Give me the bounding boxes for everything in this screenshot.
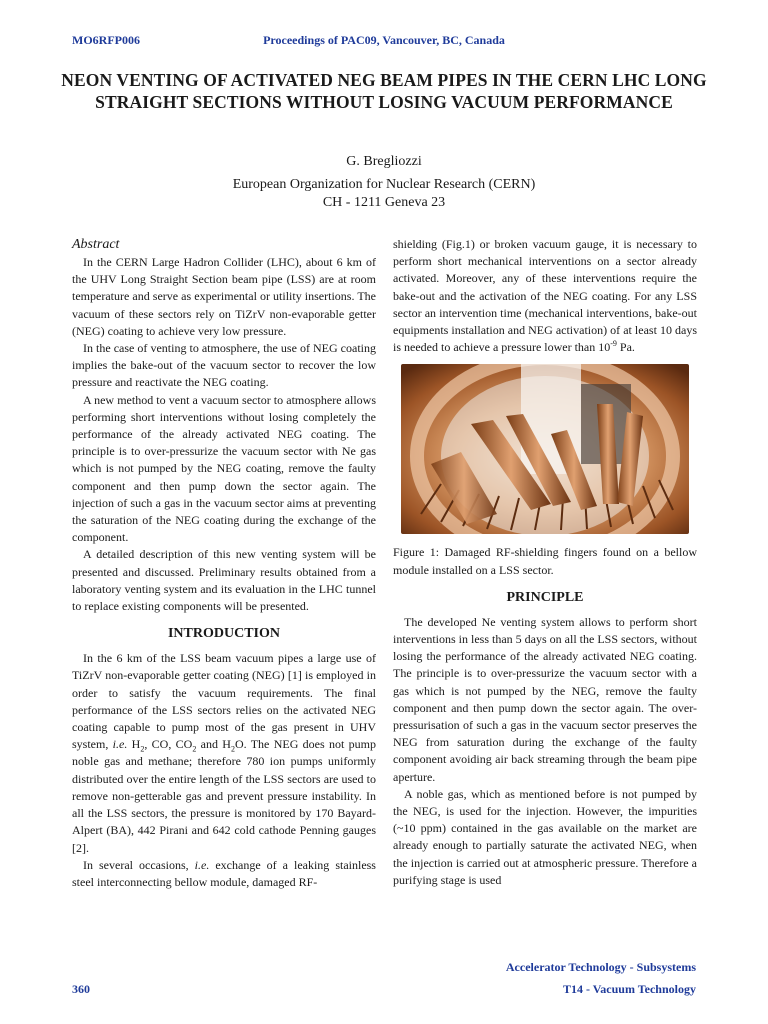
affiliation-org: European Organization for Nuclear Research (CERN): [232, 177, 536, 192]
figure-caption: Figure 1: Damaged RF-shielding fingers found on a bellow module installed on a LSS sector.: [393, 545, 697, 577]
right-column: [393, 236, 697, 889]
abstract-paragraph: A new method to vent a vacuum sector to atmosphere allows performing short interventions without losing completely the performance of the already activated NEG coating. The principle is to over-pressurize the vacuum sector with Ne gas which is not pumped by the NEG coating, remove the faulty component and then pump down the sector again. The injection of such a gas in the vacuum sector aims at preventing the saturation of the NEG coating during the exchange of the component.: [72, 392, 376, 545]
abstract-paragraph: A detailed description of this new venting system will be presented and discussed. Preliminary results obtained from a laboratory venting system and its evaluation in the LHC tunnel to replace existing components will be presented.: [72, 547, 376, 614]
continued-paragraph: shielding (Fig.1) or broken vacuum gauge, it is necessary to perform short mechanical interventions on a sector already activated. Moreover, any of these interventions require the bake-out and the activation of the NEG coating. For any LSS sector an intervention time (mechanical interventions, bake-out equipments installation and NEG activation) of at least 10 days is needed to achieve a pressure lower than $10^{-9}$ Pa.: [393, 237, 697, 355]
rf-fingers-illustration: [401, 364, 689, 534]
principle-paragraph: A noble gas, which as mentioned before is not pumped by the NEG, is used for the injection. However, the impurities (~10 ppm) contained in the gas available on the market are already enough to partially saturate the activated NEG, when the injection is carried out at atmospheric pressure. Therefore a purifying stage is used: [393, 786, 697, 887]
introduction-paragraph: In the 6 km of the LSS beam vacuum pipes a large use of TiZrV non-evaporable getter coating (NEG) [1] is employed in order to satisfy the vacuum requirements. The final performance of the LSS sectors relies on the activated NEG coating capable to pump most of the gas present in UHV system, i.e. $H_2$, CO, $CO_2$ and $H_2O$. The NEG does not pump noble gas and methane; therefore 780 ion pumps uniformly distributed over the entire length of the LSS sectors are used to remove non-getterable gas and prevent pressure instability. In all the LSS sectors, the pressure is monitored by 170 Bayard-Alpert (BA), 442 Pirani and 642 cold cathode Penning gauges [2].: [72, 651, 376, 855]
footer-category: Accelerator Technology - Subsystems: [505, 960, 696, 974]
principle-heading: PRINCIPLE: [506, 589, 584, 605]
paper-code: MO6RFP006: [72, 33, 140, 47]
abstract-heading: Abstract: [72, 237, 120, 252]
figure-rf-fingers-photo: [401, 364, 689, 534]
proceedings-header: Proceedings of PAC09, Vancouver, BC, Canada: [263, 33, 505, 47]
author: G. Bregliozzi: [346, 154, 422, 169]
page-number: 360: [72, 982, 90, 996]
paper-title: NEON VENTING OF ACTIVATED NEG BEAM PIPES IN THE CERN LHC LONG STRAIGHT SECTIONS WITHOUT LOSING VACUUM PERFORMANCE: [61, 70, 707, 112]
introduction-heading: INTRODUCTION: [167, 626, 280, 642]
affiliation: [0, 176, 768, 212]
abstract-paragraph: In the case of venting to atmosphere, the use of NEG coating implies the bake-out of the vacuum sector to recover the low pressure and reactivate the NEG coating.: [72, 341, 376, 390]
introduction-paragraph: In several occasions, i.e. exchange of a leaking stainless steel interconnecting bellow module, damaged RF-: [72, 857, 376, 889]
affiliation-address: CH - 1211 Geneva 23: [322, 195, 446, 210]
principle-paragraph: The developed Ne venting system allows to perform short interventions in less than 5 days on all the LSS sectors, without losing the performance of the already activated NEG coating. The principle is to over-pressurize the vacuum sector with a gas which is not pumped by the NEG, remove the faulty component and then pump down the sector again. The over-pressurisation of such a gas in the vacuum sector preserves the NEG from saturation during the exchange of the faulty component avoiding air back streaming through the beam pipe aperture.: [393, 614, 697, 784]
footer-track: T14 - Vacuum Technology: [562, 982, 696, 996]
abstract-paragraph: In the CERN Large Hadron Collider (LHC), about 6 km of the UHV Long Straight Section beam pipe (LSS) are at room temperature and serve as experimental or utility insertions. The vacuum of these sectors rely on TiZrV non-evaporable getter (NEG) coating to achieve very low pressure.: [72, 255, 376, 338]
left-column: [72, 236, 376, 891]
